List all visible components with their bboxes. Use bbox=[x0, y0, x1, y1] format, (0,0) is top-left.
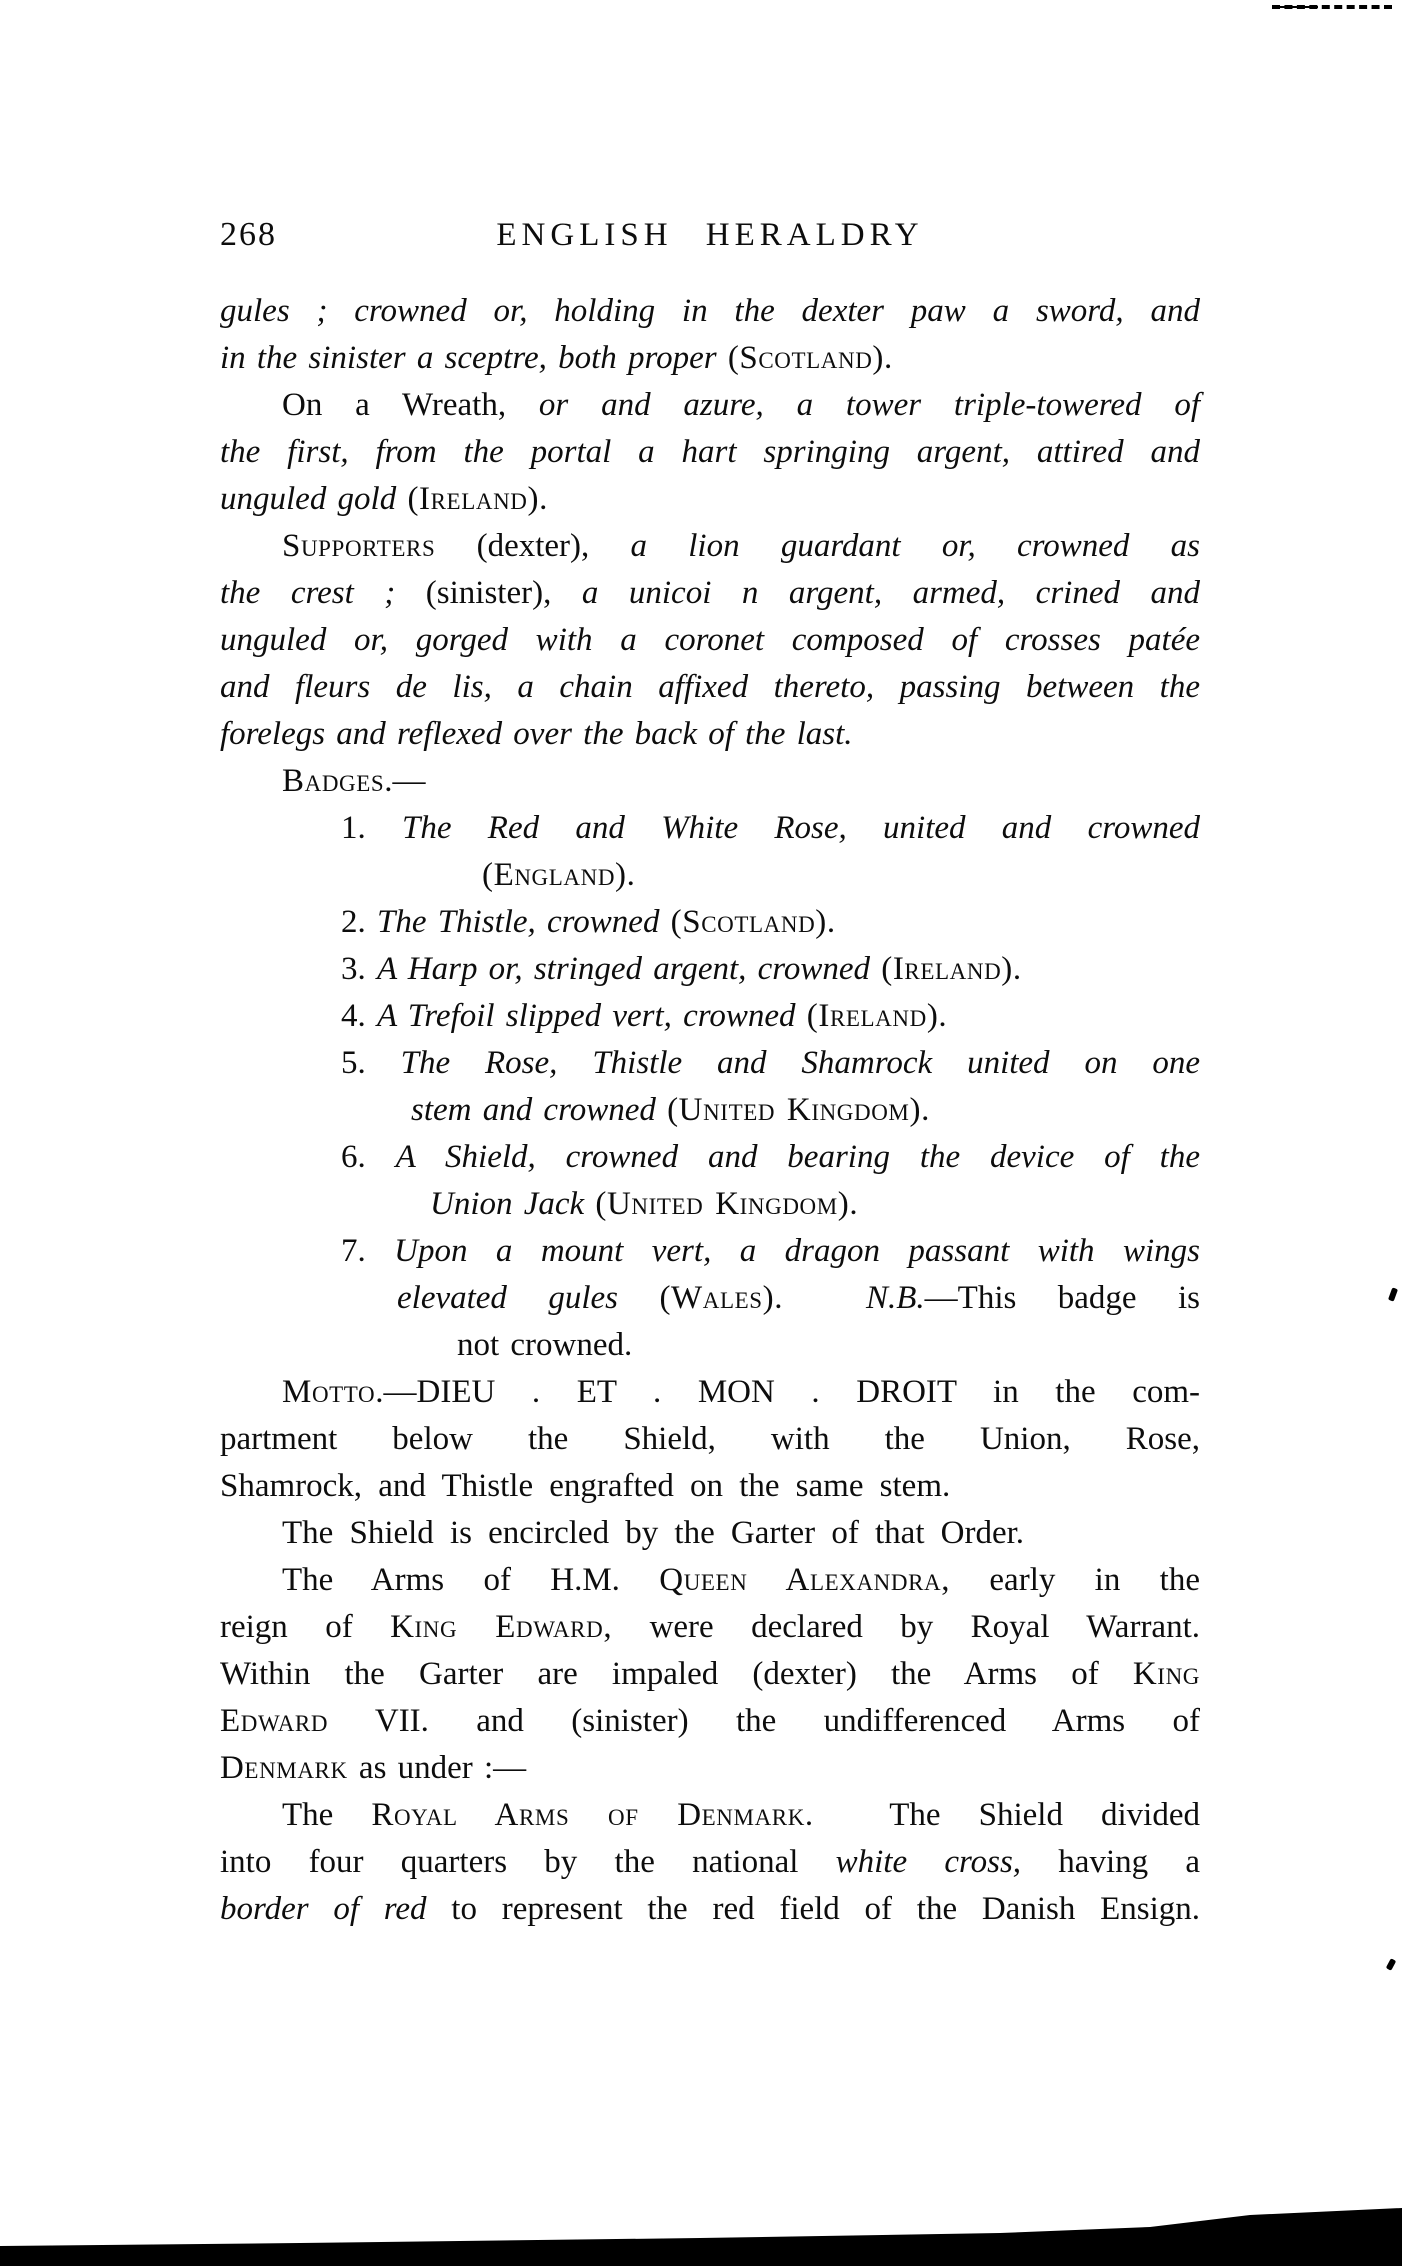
text-run: white cross, bbox=[835, 1844, 1022, 1880]
text-run: 7. bbox=[341, 1233, 395, 1269]
text-run: not crowned. bbox=[457, 1327, 633, 1363]
text-run: 4. bbox=[341, 998, 377, 1034]
text-run: King bbox=[1132, 1656, 1200, 1692]
text-run: Royal Arms of Denmark. bbox=[371, 1797, 814, 1833]
text-line bbox=[341, 1228, 1200, 1275]
text-run: unguled gold bbox=[220, 481, 408, 517]
scan-speck bbox=[1386, 1958, 1396, 1971]
text-line bbox=[220, 1698, 1200, 1745]
text-run: .—DIEU . ET . MON . DROIT in the com- bbox=[375, 1374, 1200, 1410]
text-run: into four quarters by the national bbox=[220, 1844, 836, 1880]
text-line bbox=[220, 288, 1200, 335]
text-run: Edward bbox=[220, 1703, 329, 1739]
text-run: Queen Alexandra, bbox=[659, 1562, 951, 1598]
text-run: Badges bbox=[282, 763, 385, 799]
text-line bbox=[282, 523, 1200, 570]
text-run: The Red and White Rose, united and crowned bbox=[402, 810, 1200, 846]
text-line bbox=[220, 711, 1200, 758]
text-line bbox=[341, 946, 1200, 993]
text-run: reign of bbox=[220, 1609, 391, 1645]
text-line bbox=[397, 1275, 1200, 1322]
text-line bbox=[220, 476, 1200, 523]
text-run: The Shield divided bbox=[813, 1797, 1200, 1833]
text-run: (dexter), bbox=[435, 528, 631, 564]
text-run: partment below the Shield, with the Union, Rose, bbox=[220, 1421, 1200, 1457]
text-run: or and azure, a tower triple-towered of bbox=[538, 387, 1200, 423]
text-line bbox=[282, 382, 1200, 429]
running-header: ENGLISH HERALDRY bbox=[496, 217, 924, 253]
text-run: to represent the red field of the Danish Ensign. bbox=[426, 1891, 1201, 1927]
text-run: forelegs and reflexed over the back of the last. bbox=[220, 716, 853, 752]
text-run: stem and crowned bbox=[411, 1092, 668, 1128]
text-run: —This badge is bbox=[924, 1280, 1200, 1316]
text-run: The bbox=[282, 1797, 372, 1833]
text-run: Within the Garter are impaled (dexter) the Arms of bbox=[220, 1656, 1133, 1692]
text-line bbox=[482, 852, 1200, 899]
text-line bbox=[220, 1463, 1200, 1510]
scan-artifact-dashed-line-solid-part bbox=[1272, 6, 1318, 8]
text-run: A Shield, crowned and bearing the device of the bbox=[395, 1139, 1200, 1175]
text-run: in the sinister a sceptre, both proper bbox=[220, 340, 728, 376]
text-run: The Rose, Thistle and Shamrock united on one bbox=[400, 1045, 1200, 1081]
text-run: King Edward, bbox=[390, 1609, 613, 1645]
text-run: A Trefoil slipped vert, crowned bbox=[376, 998, 807, 1034]
text-run: VII. and (sinister) the undifferenced Arms of bbox=[328, 1703, 1200, 1739]
text-run: The Arms of H.M. bbox=[282, 1562, 660, 1598]
text-line bbox=[282, 1792, 1200, 1839]
text-run: (Scotland). bbox=[670, 904, 836, 940]
text-run: The Shield is encircled by the Garter of that Order. bbox=[282, 1515, 1025, 1551]
text-run: having a bbox=[1021, 1844, 1200, 1880]
text-line bbox=[341, 899, 1200, 946]
text-line bbox=[220, 617, 1200, 664]
text-run: (England). bbox=[482, 857, 636, 893]
text-run: On a Wreath, bbox=[282, 387, 539, 423]
text-block bbox=[220, 288, 1200, 1933]
text-line bbox=[220, 1839, 1200, 1886]
text-line bbox=[220, 335, 1200, 382]
text-line bbox=[220, 1745, 1200, 1792]
page-number: 268 bbox=[220, 216, 277, 253]
text-run: border of red bbox=[220, 1891, 427, 1927]
text-run: Shamrock, and Thistle engrafted on the same stem. bbox=[220, 1468, 951, 1504]
page-header bbox=[220, 216, 1200, 260]
text-line bbox=[430, 1181, 1200, 1228]
text-line bbox=[220, 570, 1200, 617]
text-run: Upon a mount vert, a dragon passant with wings bbox=[394, 1233, 1200, 1269]
text-run: 3. bbox=[341, 951, 377, 987]
text-run: A Harp or, stringed argent, crowned bbox=[376, 951, 882, 987]
text-line bbox=[220, 1416, 1200, 1463]
text-run: (Scotland). bbox=[727, 340, 893, 376]
text-run: the first, from the portal a hart springing argent, attired and bbox=[220, 434, 1200, 470]
text-line bbox=[282, 1369, 1200, 1416]
text-line bbox=[220, 1604, 1200, 1651]
scan-speck bbox=[1388, 1287, 1398, 1301]
text-run bbox=[783, 1280, 866, 1316]
text-run: a lion guardant or, crowned as bbox=[630, 528, 1200, 564]
text-run: (Ireland). bbox=[881, 951, 1022, 987]
text-run: (sinister), bbox=[425, 575, 582, 611]
text-run: Union Jack bbox=[430, 1186, 596, 1222]
text-line bbox=[341, 805, 1200, 852]
text-run: a unicoi n argent, armed, crined and bbox=[581, 575, 1200, 611]
text-run: (United Kingdom). bbox=[595, 1186, 859, 1222]
text-line bbox=[411, 1087, 1200, 1134]
text-line bbox=[457, 1322, 1200, 1369]
text-run: Supporters bbox=[282, 528, 436, 564]
text-run: 6. bbox=[341, 1139, 396, 1175]
text-run: were declared by Royal Warrant. bbox=[612, 1609, 1200, 1645]
text-line bbox=[220, 664, 1200, 711]
text-run: elevated gules bbox=[397, 1280, 660, 1316]
text-run: Motto bbox=[282, 1374, 376, 1410]
text-run: 1. bbox=[341, 810, 403, 846]
text-run: early in the bbox=[950, 1562, 1200, 1598]
text-run: gules ; crowned or, holding in the dexter paw a sword, and bbox=[220, 293, 1200, 329]
text-run: as under :— bbox=[347, 1750, 527, 1786]
text-line bbox=[282, 1510, 1200, 1557]
text-line bbox=[282, 1557, 1200, 1604]
text-run: Denmark bbox=[220, 1750, 348, 1786]
text-run: (Ireland). bbox=[806, 998, 948, 1034]
text-run: 5. bbox=[341, 1045, 401, 1081]
scan-bottom-shadow bbox=[0, 2200, 1402, 2266]
text-line bbox=[282, 758, 1200, 805]
text-run: unguled or, gorged with a coronet composed of crosses patée bbox=[220, 622, 1200, 658]
text-run: 2. bbox=[341, 904, 377, 940]
text-run: N.B. bbox=[865, 1280, 925, 1316]
text-line bbox=[220, 1886, 1200, 1933]
text-run: (Wales). bbox=[659, 1280, 784, 1316]
text-line bbox=[220, 429, 1200, 476]
text-line bbox=[341, 1134, 1200, 1181]
text-line bbox=[220, 1651, 1200, 1698]
text-run: and fleurs de lis, a chain affixed thereto, passing between the bbox=[220, 669, 1200, 705]
text-line bbox=[341, 1040, 1200, 1087]
text-run: .— bbox=[384, 763, 426, 799]
text-run: (Ireland). bbox=[407, 481, 548, 517]
text-run: (United Kingdom). bbox=[667, 1092, 930, 1128]
text-run: The Thistle, crowned bbox=[376, 904, 671, 940]
text-line bbox=[341, 993, 1200, 1040]
text-run: the crest ; bbox=[220, 575, 426, 611]
